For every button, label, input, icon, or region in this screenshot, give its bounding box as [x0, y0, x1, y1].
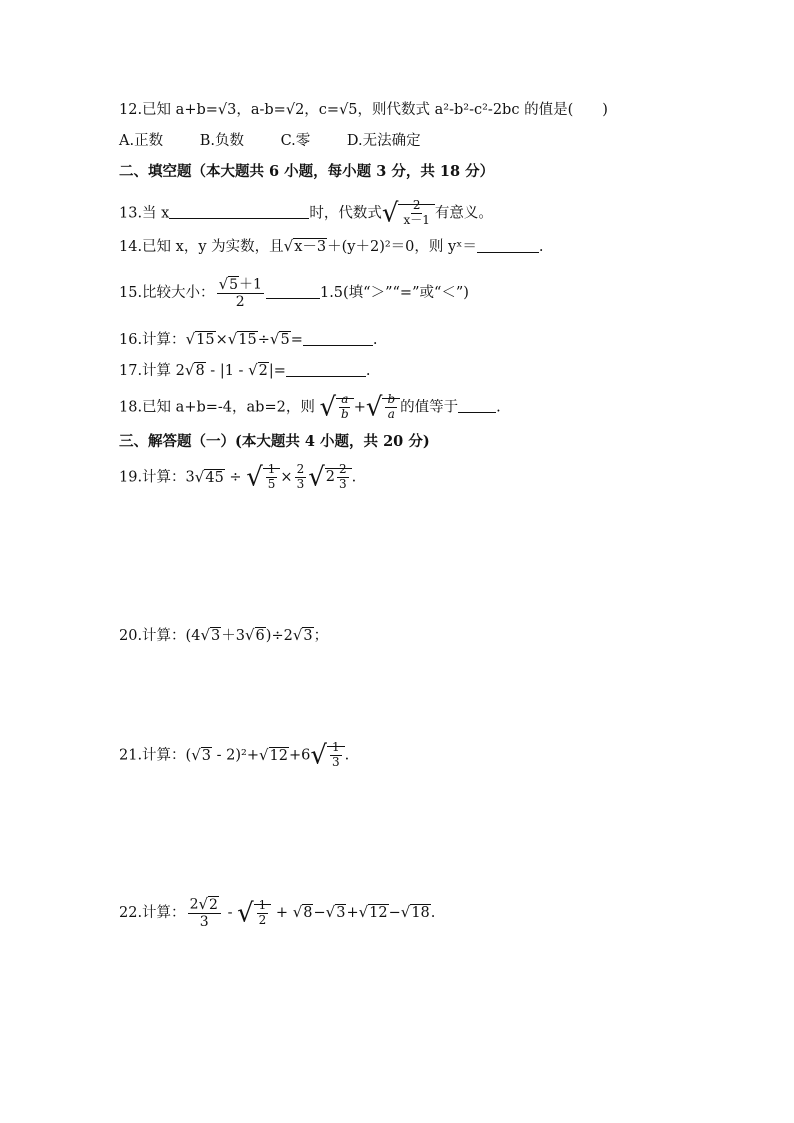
- section-3-heading: 三、解答题（一）(本大题共 4 小题，共 20 分): [119, 433, 430, 450]
- q22-frac1-radicand: 2: [209, 897, 218, 913]
- q15-frac-den: 2: [235, 294, 245, 311]
- q16-radicand-2: 15: [238, 332, 257, 349]
- q22-radicand-1: 8: [303, 905, 313, 922]
- q20-radicand-3: 3: [303, 628, 313, 644]
- question-19: 19.计算：3√45 ÷ √ $\frac{1}{5}$ × $\frac{2}{3}$ √2 $\frac{2}{3}$ .: [119, 462, 357, 493]
- q13-prefix: 13.当 x: [119, 205, 170, 222]
- q22-frac2-den: 2: [258, 912, 267, 927]
- q18-sqrt-1: √ $\frac{a}{b}$: [319, 393, 353, 422]
- q17-radicand-1: 8: [195, 363, 205, 380]
- q18-suffix: .: [496, 399, 501, 416]
- q22-minus: -: [222, 905, 238, 922]
- q15-num-tail: ＋1: [239, 276, 262, 293]
- q16-suffix: .: [372, 332, 378, 348]
- q19-divide: ÷: [224, 469, 247, 486]
- q21-frac-num: 1: [331, 740, 340, 754]
- q12-option-b: B.负数: [199, 133, 244, 149]
- q17-tail: |=: [268, 363, 286, 379]
- q14-suffix: .: [538, 239, 544, 255]
- question-16: 16.计算：√15×√15÷√5= .: [119, 330, 378, 349]
- q17-suffix: .: [365, 363, 371, 379]
- q13-answer-blank[interactable]: [169, 204, 309, 219]
- q19-sqrt-frac: √ $\frac{1}{5}$: [246, 463, 280, 492]
- q20-mid: )÷2: [265, 627, 293, 644]
- q22-suffix: .: [430, 905, 436, 922]
- q14-middle: ＋(y＋2)²＝0，则 yˣ＝: [327, 239, 477, 255]
- q16-times: ×: [215, 332, 228, 348]
- q21-prefix: 21.计算：(: [119, 747, 192, 764]
- q14-sqrt: √x－3: [283, 237, 327, 256]
- q18-answer-blank[interactable]: [458, 398, 496, 413]
- q21-suffix: .: [344, 747, 350, 764]
- q14-answer-blank[interactable]: [477, 238, 539, 253]
- q18-prefix: 18.已知 a+b=-4，ab=2，则: [119, 399, 320, 416]
- q22-radicand-2: 3: [336, 905, 346, 922]
- q19-frac2: [295, 463, 307, 492]
- q13-frac-num: 2: [412, 198, 421, 212]
- q20-radicand-2: 6: [255, 628, 265, 644]
- question-20: 20.计算：(4√3＋3√6)÷2√3；: [119, 626, 329, 644]
- q16-equals: =: [290, 332, 303, 348]
- q19-sqrt-mixed: √2 $\frac{2}{3}$: [308, 463, 351, 492]
- q19-frac2-num: 2: [296, 462, 305, 476]
- q22-minus-2: −: [388, 905, 401, 922]
- q17-prefix: 17.计算 2: [119, 363, 185, 379]
- q16-radicand-3: 5: [280, 332, 290, 349]
- q16-answer-blank[interactable]: [303, 331, 373, 346]
- q16-divide: ÷: [257, 332, 270, 348]
- q13-frac-den: x－1: [403, 212, 430, 227]
- q21-sqrt-frac: √ $\frac{1}{3}$: [310, 741, 344, 770]
- q22-frac1-coef: 2: [189, 896, 199, 913]
- q19-times: ×: [280, 469, 293, 486]
- section-2-heading: 二、填空题（本大题共 6 小题，每小题 3 分，共 18 分）: [119, 163, 495, 180]
- q15-num-radicand: 5: [229, 277, 239, 293]
- q19-radicand: 45: [205, 469, 224, 486]
- question-13: [119, 199, 493, 228]
- q20-suffix: ；: [313, 627, 329, 644]
- q18-frac2-num: b: [387, 392, 396, 406]
- q22-plus: +: [271, 905, 293, 922]
- q19-frac1-den: 5: [267, 476, 276, 491]
- q16-prefix: 16.计算：: [119, 332, 186, 348]
- q22-minus-1: −: [313, 905, 326, 922]
- q19-frac3-num: 2: [339, 462, 347, 476]
- q18-sqrt-2: √ $\frac{b}{a}$: [366, 393, 400, 422]
- question-21: 21.计算：(√3 - 2)²+√12+6√ $\frac{1}{3}$ .: [119, 740, 350, 771]
- q12-option-a: A.正数: [119, 133, 164, 149]
- q18-frac2-den: a: [387, 406, 395, 421]
- q13-sqrt: √ $\frac{2}{x-1}$: [382, 199, 435, 228]
- q20-prefix: 20.计算：(4: [119, 627, 201, 644]
- question-15: [119, 276, 469, 310]
- q22-plus-1: +: [346, 905, 359, 922]
- q16-radicand-1: 15: [196, 332, 215, 349]
- q15-answer-blank[interactable]: [266, 284, 320, 299]
- q17-radicand-2: 2: [258, 363, 268, 380]
- q19-suffix: .: [351, 469, 357, 486]
- q12-option-c: C.零: [280, 133, 311, 149]
- question-18: [119, 393, 501, 422]
- q14-radicand: x－3: [294, 239, 327, 256]
- q21-six: +6: [289, 747, 311, 764]
- q15-fraction: $\frac{√5+1}{2}$: [218, 275, 262, 311]
- question-17: 17.计算 2√8 - |1 - √2|= .: [119, 361, 371, 380]
- q18-middle: 的值等于: [400, 399, 459, 416]
- question-22: 22.计算： $\frac{2√2}{3}$ - √ $\frac{1}{2}$ + √8−√3+√12−√18.: [119, 895, 436, 931]
- q14-prefix: 14.已知 x，y 为实数，且: [119, 239, 284, 255]
- q20-plus: ＋3: [221, 627, 245, 644]
- q15-prefix: 15.比较大小：: [119, 285, 215, 302]
- q22-prefix: 22.计算：: [119, 905, 186, 922]
- q19-frac2-den: 3: [296, 476, 305, 491]
- q19-frac3-den: 3: [339, 476, 347, 491]
- q21-mid: - 2)²+: [212, 747, 259, 764]
- question-14: [119, 238, 543, 255]
- q22-radicand-4: 18: [411, 905, 430, 922]
- q22-frac2-num: 1: [258, 897, 267, 912]
- q19-prefix: 19.计算：3: [119, 469, 195, 486]
- q20-radicand-1: 3: [211, 628, 221, 644]
- q18-frac1-den: b: [341, 406, 349, 421]
- q19-frac1-num: 1: [267, 462, 276, 476]
- q18-frac1-num: a: [341, 392, 349, 406]
- q21-radicand-1: 3: [201, 747, 212, 764]
- q13-suffix: 有意义。: [434, 205, 493, 222]
- q12-option-d: D.无法确定: [346, 133, 421, 149]
- q19-mixed-whole: 2: [325, 469, 336, 486]
- q21-radicand-2: 12: [269, 747, 288, 764]
- q22-sqrt-frac: √ $\frac{1}{2}$: [237, 899, 271, 928]
- q15-suffix: 1.5(填“＞”“=”或“＜”): [319, 285, 469, 302]
- q21-frac-den: 3: [331, 754, 340, 769]
- q22-frac1: $\frac{2√2}{3}$: [188, 896, 221, 930]
- q17-middle: - |1 -: [205, 363, 249, 379]
- q18-plus: +: [353, 399, 366, 416]
- question-12: [119, 103, 608, 118]
- q22-frac1-den: 3: [199, 914, 209, 931]
- q17-answer-blank[interactable]: [286, 362, 366, 377]
- q12-stem: 12.已知 a+b=√3，a-b=√2，c=√5，则代数式 a²-b²-c²-2bc 的值是( ): [119, 102, 608, 118]
- q12-options: [119, 134, 453, 149]
- q22-radicand-3: 12: [369, 905, 388, 922]
- q13-middle: 时，代数式: [309, 205, 382, 222]
